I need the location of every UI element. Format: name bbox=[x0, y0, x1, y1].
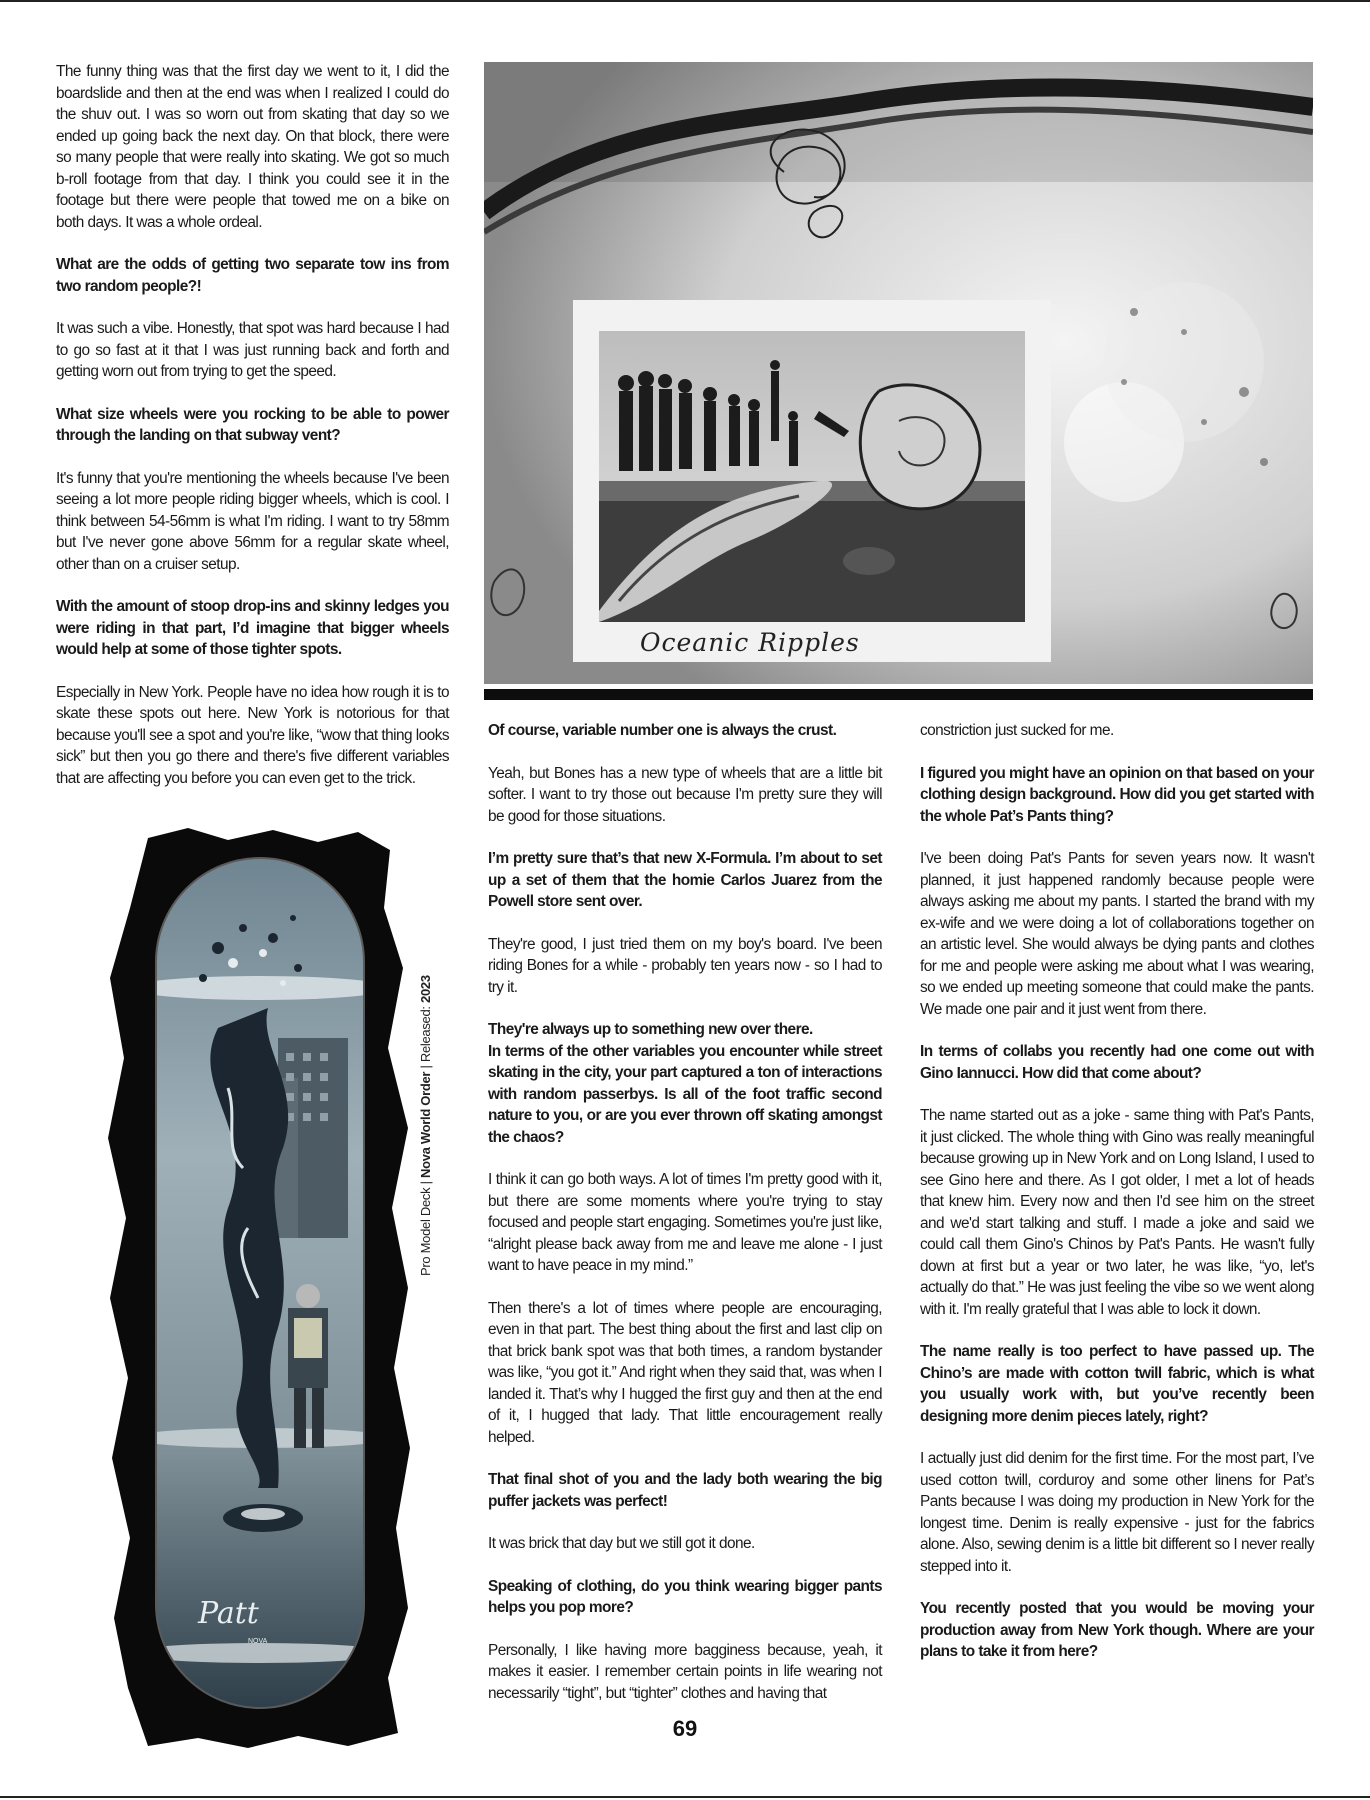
answer-paragraph: I actually just did denim for the first time. For the most part, I’ve used cotton twill, corduroy and some other linens for Pat’s Pants because I was doing my production in New York for the longest time. Denim is really expensive - just for the fabrics alone. Also, sewing denim is a little bit different so I never really stepped into it. bbox=[920, 1450, 1314, 1575]
answer-paragraph: I've been doing Pat's Pants for seven years now. It wasn't planned, it just happened randomly because people were always asking me about my pants. I started the brand with my ex-wife and we were doing a lot of collaborations together on an artistic level. She would always be dying pants and clothes for me and people were asking me about what I was wearing, so we ended up meeting someone that could make the pants. We made one pair and it just went from there. bbox=[920, 850, 1314, 1018]
interview-column-1 bbox=[56, 61, 449, 810]
page-top-edge bbox=[0, 0, 1370, 2]
question-paragraph: They're always up to something new over there. bbox=[488, 1021, 813, 1038]
page-bottom-edge bbox=[0, 1796, 1370, 1798]
answer-paragraph: constriction just sucked for me. bbox=[920, 722, 1114, 739]
interview-column-3 bbox=[920, 720, 1314, 1684]
answer-paragraph: Yeah, but Bones has a new type of wheels that are a little bit softer. I want to try those out because I'm pretty sure they will be good for those situations. bbox=[488, 764, 882, 825]
answer-paragraph: The name started out as a joke - same thing with Pat's Pants, it just clicked. The whole thing with Gino was really meaningful because growing up in New York and on Long Island, I used to see Gino here and there. As I got older, I met a lot of heads that knew him. Every now and then I'd see him on the street and we'd start talking and stuff. I made a joke and said we could call them Gino's Chinos by Pat's Pants. He wasn't fully down at first but a year or two later, he was like, “yo, let's actually do that.” He was just feeling the vibe so we went along with it. I'm really grateful that I was able to lock it down. bbox=[920, 1107, 1314, 1318]
spread-bottom-bar bbox=[484, 689, 1313, 700]
answer-paragraph: Especially in New York. People have no idea how rough it is to skate these spots out here. New York is notorious for that because you'll see a spot and you're like, “wow that thing looks sick” but then you go there and there's five different variables that are affecting you before you can even get to the trick. bbox=[56, 683, 449, 787]
interview-column-2 bbox=[488, 720, 882, 1725]
question-paragraph: What size wheels were you rocking to be able to power through the landing on that subway vent? bbox=[56, 405, 449, 444]
photo-caption: Oceanic Ripples bbox=[640, 628, 860, 657]
answer-paragraph: They're good, I just tried them on my boy's board. I've been riding Bones for a while - probably ten years now - so I had to try it. bbox=[488, 935, 882, 996]
deck-credit-line bbox=[418, 936, 436, 1276]
question-paragraph: I’m pretty sure that’s that new X-Formula. I’m about to set up a set of them that the homie Carlos Juarez from the Powell store sent over. bbox=[488, 850, 882, 910]
question-paragraph: With the amount of stoop drop-ins and skinny ledges you were riding in that part, I’d imagine that bigger wheels would help at some of those tighter spots. bbox=[56, 598, 449, 658]
question-paragraph: In terms of collabs you recently had one come out with Gino Iannucci. How did that come about? bbox=[920, 1043, 1314, 1082]
answer-paragraph: Personally, I like having more bagginess because, yeah, it makes it easier. I remember certain points in life wearing not necessarily “tight”, but “tighter” clothes and having that bbox=[488, 1641, 882, 1702]
answer-paragraph: It was such a vibe. Honestly, that spot was hard because I had to go so fast at it that I was just running back and forth and getting worn out from trying to get the speed. bbox=[56, 320, 449, 380]
deck-series-name: Nova World Order bbox=[418, 1071, 433, 1179]
deck-released-label: | Released: bbox=[418, 1002, 433, 1072]
deck-brand-mark: NOVA bbox=[248, 1638, 268, 1645]
beach-scene bbox=[599, 331, 1025, 622]
deck-credit-prefix: Pro Model Deck | bbox=[418, 1178, 433, 1276]
question-paragraph: What are the odds of getting two separate tow ins from two random people?! bbox=[56, 256, 449, 295]
beach-photo bbox=[599, 331, 1025, 622]
deck-release-year: 2023 bbox=[418, 975, 433, 1003]
question-paragraph: Of course, variable number one is always the crust. bbox=[488, 722, 837, 739]
answer-paragraph: It was brick that day but we still got it done. bbox=[488, 1535, 755, 1552]
answer-paragraph: The funny thing was that the first day we went to it, I did the boardslide and then at the end was when I realized I could do the shuv out. I was so worn out from skating that day so we ended up going back the next day. On that block, there were so many people that were really into skating. We got so much b-roll footage from that day. I think you could see it in the footage but there were people that towed me on a bike on both days. It was a whole ordeal. bbox=[56, 63, 449, 231]
page-number: 69 bbox=[672, 1716, 698, 1741]
question-paragraph: I figured you might have an opinion on that based on your clothing design background. How did you get started with the whole Pat’s Pants thing? bbox=[920, 764, 1314, 825]
question-paragraph: You recently posted that you would be moving your production away from New York though. Where are your plans to take it from here? bbox=[920, 1600, 1314, 1660]
question-paragraph: Speaking of clothing, do you think wearing bigger pants helps you pop more? bbox=[488, 1577, 882, 1616]
question-paragraph: The name really is too perfect to have passed up. The Chino’s are made with cotton twill fabric, which is what you usually work with, but you’ve recently been designing more denim pieces lately, right? bbox=[920, 1343, 1314, 1425]
question-paragraph: In terms of the other variables you encounter while street skating in the city, your part captured a ton of interactions with random passerbys. Is all of the foot traffic second nature to you, or are you ever thrown off skating amongst the chaos? bbox=[488, 1042, 882, 1146]
answer-paragraph: Then there's a lot of times where people are encouraging, even in that part. The best thing about the first and last clip on that brick bank spot was that both times, a random bystander was like, “you got it.” And right when they said that, was when I landed it. That’s why I hugged the first guy and then at the end of it, I hugged that lady. That little encouragement really helped. bbox=[488, 1299, 882, 1446]
question-paragraph: That final shot of you and the lady both wearing the big puffer jackets was perfect! bbox=[488, 1471, 882, 1510]
answer-paragraph: I think it can go both ways. A lot of times I'm pretty good with it, but there are some moments where you're trying to stay focused and people start engaging. Sometimes you're just like, “alright please back away from me and leave me alone - I just want to have peace in my mind.” bbox=[488, 1171, 882, 1274]
deck-signature: Patt bbox=[198, 1596, 259, 1631]
answer-paragraph: It's funny that you're mentioning the wheels because I've been seeing a lot more people riding bigger wheels, which is cool. I think between 54-56mm is what I'm riding. I want to try 58mm but I've never gone above 56mm for a regular skate wheel, other than on a cruiser setup. bbox=[56, 469, 449, 573]
pro-model-deck bbox=[108, 828, 418, 1748]
deck-graphic bbox=[108, 828, 418, 1748]
